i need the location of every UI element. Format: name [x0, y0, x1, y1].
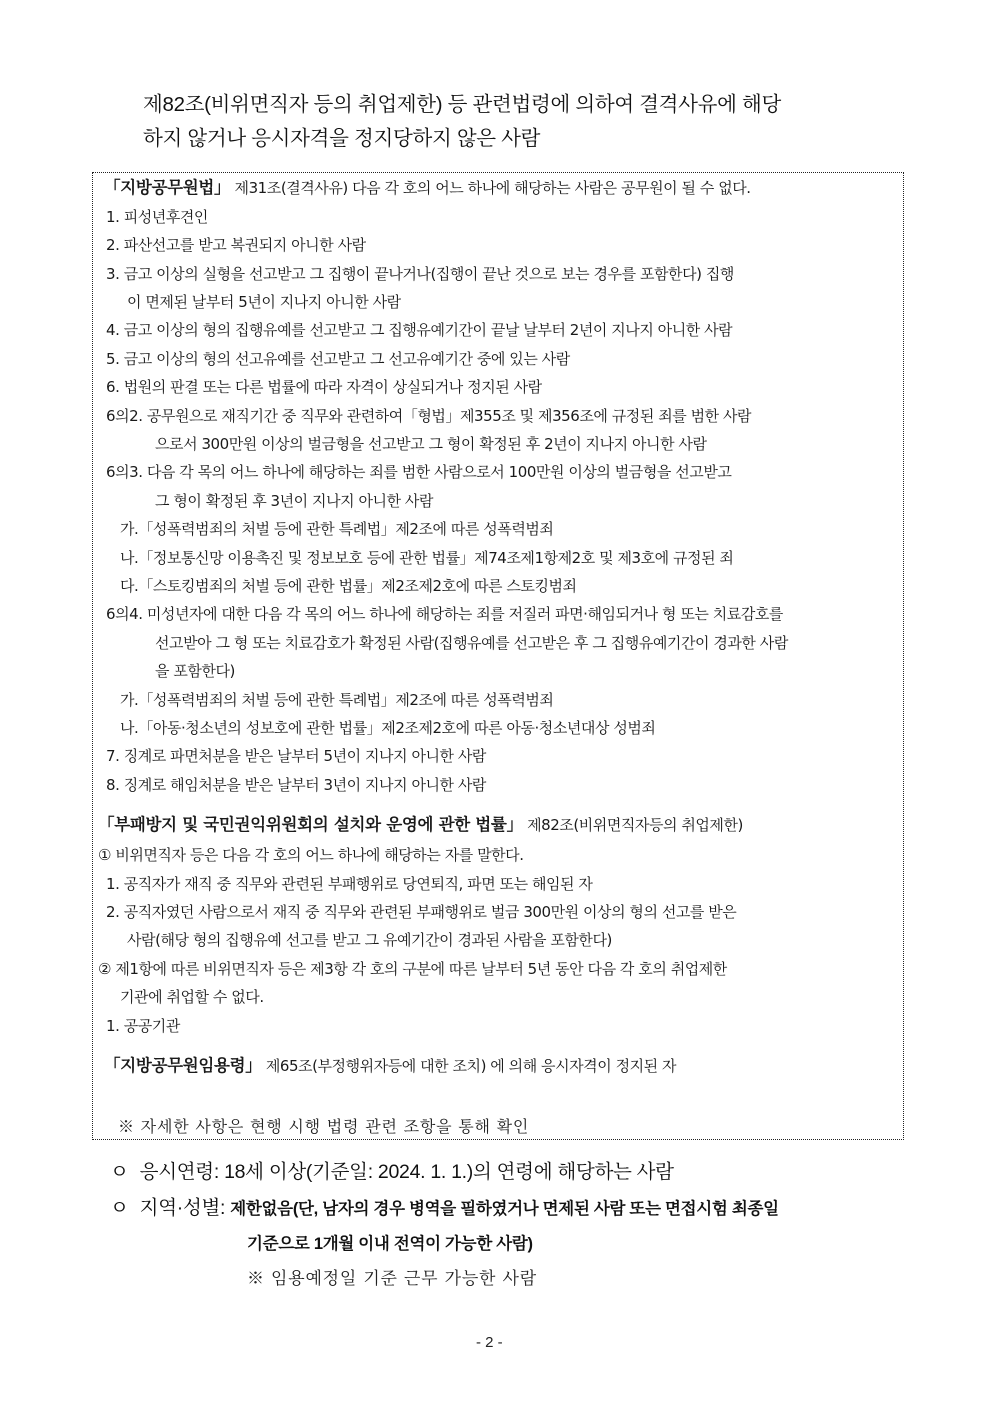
- box-footnote: ※ 자세한 사항은 현행 시행 법령 관련 조항을 통해 확인: [118, 1117, 530, 1136]
- law2-item: 1. 공공기관: [106, 1017, 180, 1035]
- law1-item-continued: 으로서 300만원 이상의 벌금형을 선고받고 그 형이 확정된 후 2년이 지나지 아니한 사람: [155, 435, 707, 453]
- law1-item: 2. 파산선고를 받고 복권되지 아니한 사람: [106, 236, 366, 254]
- law1-subitem: 가.「성폭력범죄의 처벌 등에 관한 특례법」제2조에 따른 성폭력범죄: [120, 520, 554, 538]
- law1-subitem: 가.「성폭력범죄의 처벌 등에 관한 특례법」제2조에 따른 성폭력범죄: [120, 691, 554, 709]
- law3-title: 「지방공무원임용령」: [104, 1056, 262, 1075]
- law2-intro: 제82조(비위면직자등의 취업제한): [522, 816, 743, 834]
- bullet-icon: ㅇ: [110, 1161, 129, 1183]
- law1-item: 1. 피성년후견인: [106, 208, 208, 226]
- age-value: 18세 이상(기준일: 2024. 1. 1.)의 연령에 해당하는 사람: [224, 1161, 674, 1183]
- law1-item: 6의2. 공무원으로 재직기간 중 직무와 관련하여「형법」제355조 및 제356조에 규정된 죄를 범한 사람: [106, 407, 752, 425]
- law1-item: 4. 금고 이상의 형의 집행유예를 선고받고 그 집행유예기간이 끝날 날부터 2년이 지나지 아니한 사람: [106, 321, 733, 339]
- law1-item-continued: 이 면제된 날부터 5년이 지나지 아니한 사람: [127, 293, 401, 311]
- law1-item: 6의4. 미성년자에 대한 다음 각 목의 어느 하나에 해당하는 죄를 저질러 파면·해임되거나 형 또는 치료감호를: [106, 605, 783, 623]
- law1-item: 8. 징계로 해임처분을 받은 날부터 3년이 지나지 아니한 사람: [106, 776, 486, 794]
- law1-item: 5. 금고 이상의 형의 선고유예를 선고받고 그 선고유예기간 중에 있는 사람: [106, 350, 570, 368]
- law2-paragraph: ① 비위면직자 등은 다음 각 호의 어느 하나에 해당하는 자를 말한다.: [98, 846, 524, 864]
- law2-item: 1. 공직자가 재직 중 직무와 관련된 부패행위로 당연퇴직, 파면 또는 해임된 자: [106, 875, 593, 893]
- law2-paragraph-continued: 기관에 취업할 수 없다.: [120, 988, 264, 1006]
- region-gender-value-line1: 제한없음(단, 남자의 경우 병역을 필하였거나 면제된 사람 또는 면접시험 최종일: [230, 1200, 779, 1218]
- law1-item: 7. 징계로 파면처분을 받은 날부터 5년이 지나지 아니한 사람: [106, 747, 486, 765]
- law1-title: 「지방공무원법」: [104, 178, 231, 197]
- law1-item-continued: 을 포함한다): [155, 662, 235, 680]
- law1-item-continued: 그 형이 확정된 후 3년이 지나지 아니한 사람: [155, 492, 434, 510]
- law1-header: [104, 178, 751, 198]
- law2-item-continued: 사람(해당 형의 집행유예 선고를 받고 그 유예기간이 경과된 사람을 포함한다): [127, 931, 612, 949]
- law1-subitem: 다.「스토킹범죄의 처벌 등에 관한 법률」제2조제2호에 따른 스토킹범죄: [120, 577, 577, 595]
- law1-intro: 제31조(결격사유) 다음 각 호의 어느 하나에 해당하는 사람은 공무원이 될 수 없다.: [230, 179, 751, 197]
- age-label: 응시연령:: [139, 1161, 219, 1183]
- law1-subitem: 나.「정보통신망 이용촉진 및 정보보호 등에 관한 법률」제74조제1항제2호 및 제3호에 규정된 죄: [120, 549, 734, 567]
- heading-line-1: 제82조(비위면직자 등의 취업제한) 등 관련법령에 의하여 결격사유에 해당: [143, 93, 781, 116]
- region-gender-value-line2: 기준으로 1개월 이내 전역이 가능한 사람): [247, 1235, 533, 1253]
- law2-title: 「부패방지 및 국민권익위원회의 설치와 운영에 관한 법률」: [98, 815, 523, 834]
- heading-line-2: 하지 않거나 응시자격을 정지당하지 않은 사람: [143, 127, 541, 150]
- region-gender-note: ※ 임용예정일 기준 근무 가능한 사람: [247, 1269, 537, 1289]
- page-number: - 2 -: [476, 1334, 503, 1351]
- law2-paragraph: ② 제1항에 따른 비위면직자 등은 제3항 각 호의 구분에 따른 날부터 5년 동안 다음 각 호의 취업제한: [98, 960, 727, 978]
- requirement-age: [110, 1156, 674, 1184]
- law2-item: 2. 공직자였던 사람으로서 재직 중 직무와 관련된 부패행위로 벌금 300만원 이상의 형의 선고를 받은: [106, 903, 737, 921]
- region-gender-label: 지역·성별:: [139, 1197, 226, 1219]
- requirement-region-gender: [110, 1192, 779, 1220]
- law1-item: 6의3. 다음 각 목의 어느 하나에 해당하는 죄를 범한 사람으로서 100만원 이상의 벌금형을 선고받고: [106, 463, 732, 481]
- law1-item: 3. 금고 이상의 실형을 선고받고 그 집행이 끝나거나(집행이 끝난 것으로 보는 경우를 포함한다) 집행: [106, 265, 734, 283]
- law3-header: [104, 1056, 676, 1076]
- bullet-icon: ㅇ: [110, 1197, 129, 1219]
- law3-intro: 제65조(부정행위자등에 대한 조치) 에 의해 응시자격이 정지된 자: [261, 1057, 677, 1075]
- section-heading: [143, 88, 913, 156]
- law1-subitem: 나.「아동·청소년의 성보호에 관한 법률」제2조제2호에 따른 아동·청소년대상 성범죄: [120, 719, 656, 737]
- law1-item: 6. 법원의 판결 또는 다른 법률에 따라 자격이 상실되거나 정지된 사람: [106, 378, 542, 396]
- law1-item-continued: 선고받아 그 형 또는 치료감호가 확정된 사람(집행유예를 선고받은 후 그 집행유예기간이 경과한 사람: [155, 634, 788, 652]
- law2-header: [98, 815, 743, 835]
